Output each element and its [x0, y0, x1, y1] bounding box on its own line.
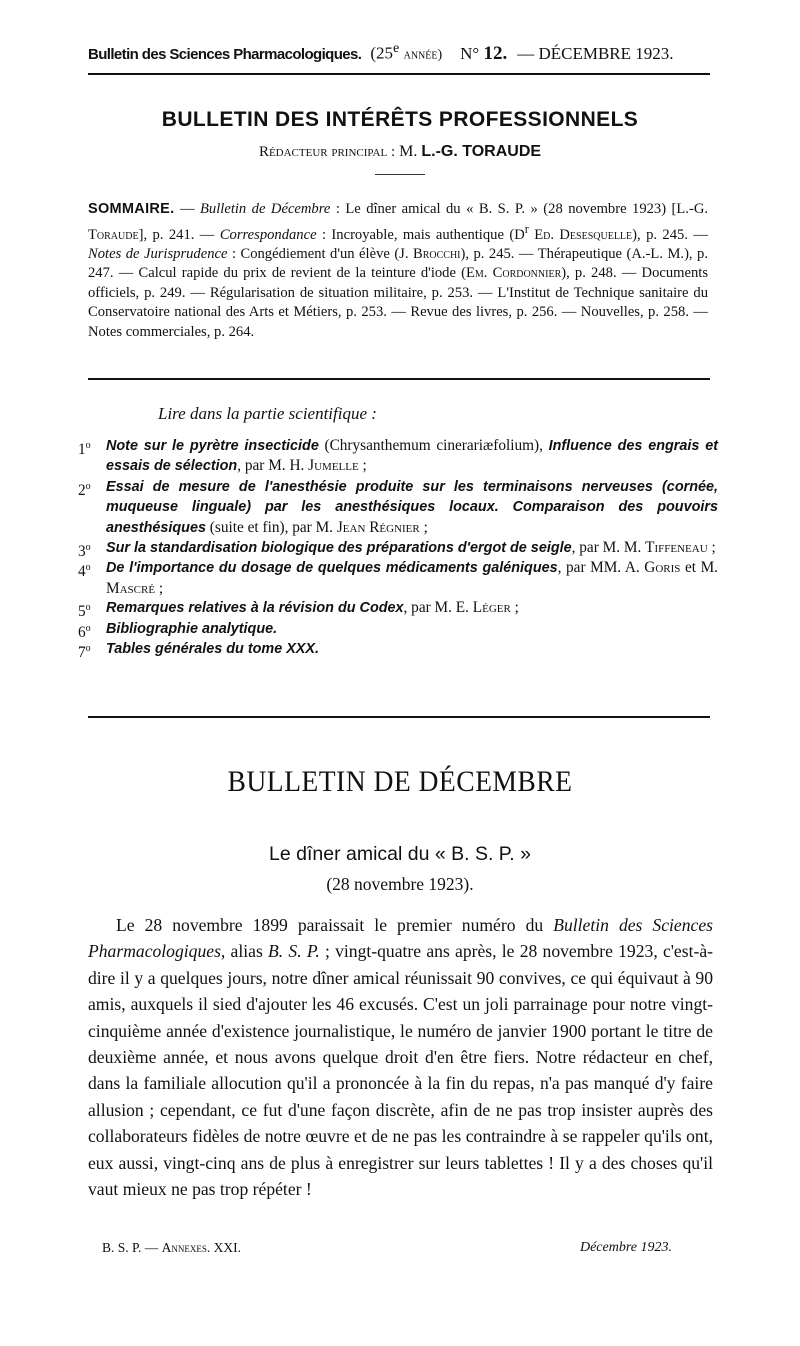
article-body: Le 28 novembre 1899 paraissait le premier numéro du Bulletin des Sciences Pharmacologiques, alias B. S. P. ; vingt-quatre ans après, le 28 novembre 1923, c'est-à-dire il y a quelques jours, notre dîner amical réunissait 90 convives, ce qui équivaut à 90 amis, auxquels il sied d'ajouter les 46 excusés. C'est un joli parrainage pour notre vingt-cinquième année d'existence journalistique, le numéro de janvier 1900 portant le titre de deuxième année, et nous avons quelque droit d'en être fiers. Notre rédacteur en chef, dans la familiale allocution qu'il a prononcée à la fin du repas, n'a pas manqué d'y faire allusion ; cependant, ce fut d'une façon discrète, afin de ne pas trop insister auprès des collaborateurs fidèles de notre œuvre et de ne pas les contraindre à se rappeler qu'ils ont, eux aussi, vingt-cinq ans de plus à enregistrer sur leurs tablettes ! Il y a des choses qu'il vaut mieux ne pas trop répéter ! — [88, 915, 714, 1200]
issue-number: N° 12. — [460, 42, 508, 64]
list-item: 2$^o$ Essai de mesure de l'anesthésie produite sur les terminaisons nerveuses (cornée, muqueuse linguale) par les anesthésiques locaux. Comparaison des pouvoirs anesthésiques (suite et fin), par M. Jean Régnier ; — [78, 478, 718, 536]
article-title: Le dîner amical du « B. S. P. » — [269, 843, 531, 865]
ornament-rule — [375, 174, 425, 175]
page-footer — [102, 1240, 672, 1256]
scientific-contents-list — [78, 436, 718, 662]
footer-left: B. S. P. — Annexes. XXI. — [102, 1240, 242, 1255]
editor-label: Rédacteur principal : — [258, 144, 396, 160]
contents-rule — [88, 716, 710, 718]
article-date: (28 novembre 1923). — [326, 874, 474, 894]
header-rule — [88, 73, 710, 75]
list-item: 7$^o$ Tables générales du tome XXX. — [78, 641, 319, 662]
sommaire-label: SOMMAIRE. — [88, 201, 175, 217]
list-item: 5$^o$ Remarques relatives à la révision du Codex, par M. E. Léger ; — [78, 599, 519, 621]
section-title: BULLETIN DE DÉCEMBRE — [227, 765, 573, 798]
list-item: 3$^o$ Sur la standardisation biologique des préparations d'ergot de seigle, par M. M. Tiffeneau ; — [78, 539, 716, 561]
list-item: 1$^o$ Note sur le pyrètre insecticide (Chrysanthemum cinerariæfolium), Influence des engrais et essais de sélection, par M. H. Jumelle ; — [78, 437, 718, 475]
journal-name: Bulletin des Sciences Pharmacologiques. — [88, 45, 362, 63]
list-item: 6$^o$ Bibliographie analytique. — [78, 620, 278, 641]
editor-line: Rédacteur principal : M. L.-G. TORAUDE — [258, 143, 542, 160]
running-head — [88, 40, 708, 65]
sommaire-paragraph: SOMMAIRE. — Bulletin de Décembre : Le dîner amical du « B. S. P. » (28 novembre 1923) [L.-G. Toraude], p. 241. — Correspondance : Incroyable, mais authentique ($D^r$ Ed. Desesquelle), p. 245. — Notes de Jurisprudence : Congédiement d'un élève (J. Brocchi), p. 245. — Thérapeutique (A.-L. M.), p. 247. — Calcul rapide du prix de revient de la teinture d'iode (Em. Cordonnier), p. 248. — Documents officiels, p. 249. — Régularisation de situation militaire, p. 253. — L'Institut de Technique sanitaire du Conservatoire national des Arts et Métiers, p. 253. — Revue des livres, p. 256. — Nouvelles, p. 258. — Notes commerciales, p. 264. — [88, 201, 709, 340]
lire-heading: Lire dans la partie scientifique : — [158, 404, 377, 423]
sommaire-rule — [88, 378, 710, 380]
volume-year: (25e année) — [370, 40, 443, 63]
issue-month: — DÉCEMBRE 1923. — [517, 43, 674, 63]
bulletin-title: BULLETIN DES INTÉRÊTS PROFESSIONNELS — [161, 108, 639, 131]
editor-name: L.-G. TORAUDE — [421, 143, 542, 160]
list-item: 4$^o$ De l'importance du dosage de quelques médicaments galéniques, par MM. A. Goris et M. Mascré ; — [78, 559, 718, 597]
footer-right: Décembre 1923. — [579, 1240, 672, 1255]
